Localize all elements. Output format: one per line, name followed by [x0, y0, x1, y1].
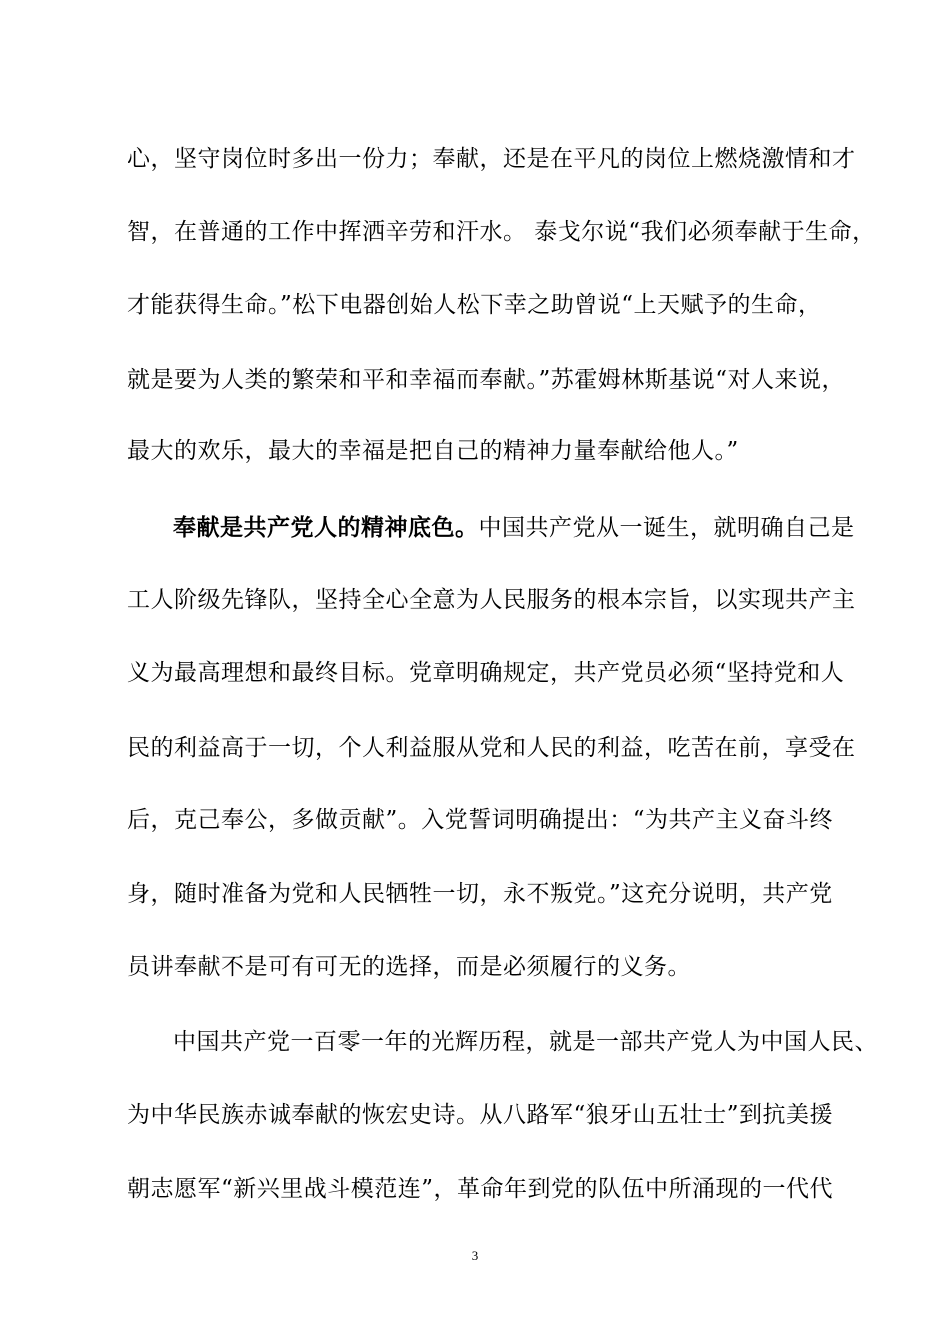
text-line: 心，坚守岗位时多出一份力；奉献，还是在平凡的岗位上燃烧激情和才 — [127, 146, 856, 172]
bold-lead-sentence: 奉献是共产党人的精神底色。 — [173, 514, 479, 541]
text-line: 朝志愿军“新兴里战斗模范连”，革命年到党的队伍中所涌现的一代代 — [127, 1176, 834, 1202]
text-line: 民的利益高于一切，个人利益服从党和人民的利益，吃苦在前，享受在 — [127, 735, 856, 761]
text-line: 为中华民族赤诚奉献的恢宏史诗。从八路军“狼牙山五壮士”到抗美援 — [127, 1102, 834, 1128]
text-line: 义为最高理想和最终目标。党章明确规定，共产党员必须“坚持党和人 — [127, 660, 845, 686]
text-line: 就是要为人类的繁荣和平和幸福而奉献。”苏霍姆林斯基说“对人来说， — [127, 367, 846, 393]
text-line: 才能获得生命。”松下电器创始人松下幸之助曾说“上天赋予的生命， — [127, 292, 822, 318]
page-number: 3 — [471, 1248, 479, 1263]
text-line: 最大的欢乐，最大的幸福是把自己的精神力量奉献给他人。” — [127, 438, 739, 464]
text-line: 智，在普通的工作中挥洒辛劳和汗水。 泰戈尔说“我们必须奉献于生命， — [127, 219, 876, 245]
text-line: 后，克己奉公，多做贡献”。入党誓词明确提出：“为共产主义奋斗终 — [127, 807, 834, 833]
text-line: 身，随时准备为党和人民牺牲一切，永不叛党。”这充分说明，共产党 — [127, 881, 833, 907]
text-line: 工人阶级先锋队，坚持全心全意为人民服务的根本宗旨，以实现共产主 — [127, 587, 856, 613]
paragraph-first-line: 中国共产党一百零一年的光辉历程，就是一部共产党人为中国人民、 — [173, 1029, 878, 1055]
paragraph-first-line — [173, 510, 857, 546]
text-line: 员讲奉献不是可有可无的选择，而是必须履行的义务。 — [127, 954, 691, 980]
text-line-rest: 中国共产党从一诞生，就明确自己是 — [478, 515, 855, 541]
